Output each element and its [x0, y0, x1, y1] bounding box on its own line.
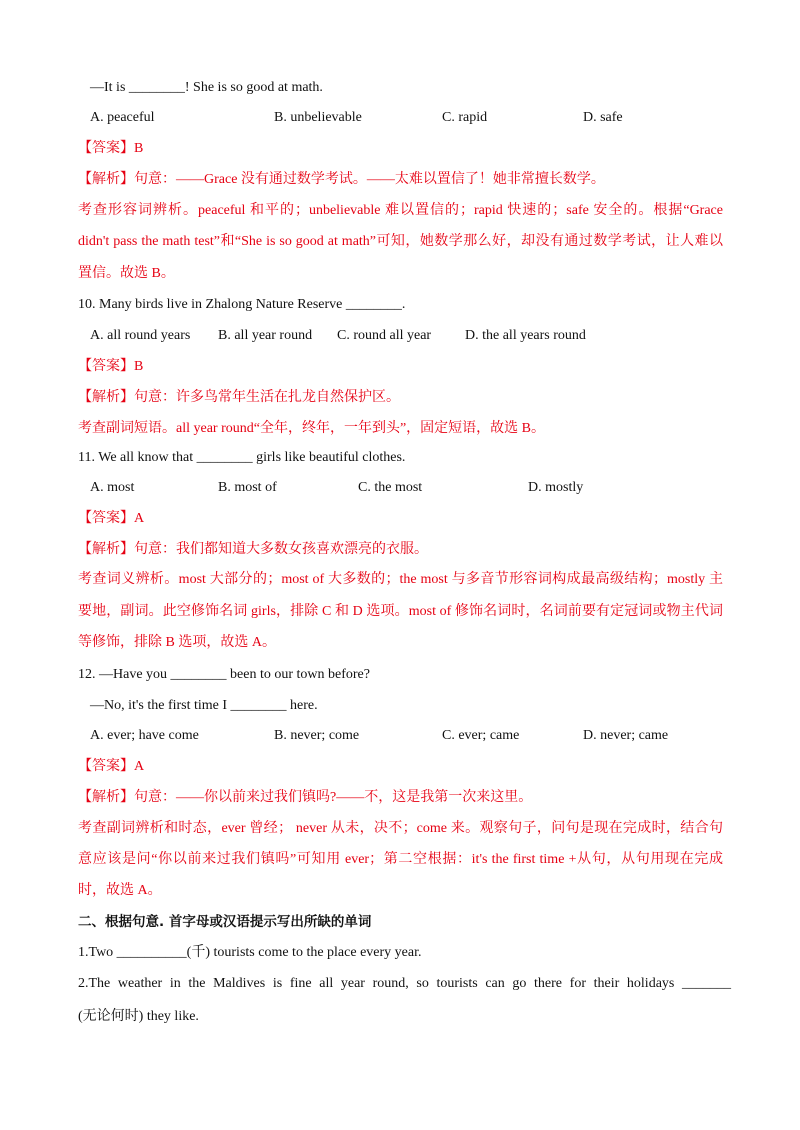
q12-analysis-3: 意应该是问“你以前来过我们镇吗”可知用 ever；第二空根据：it's the first time +从句，从句用现在完成 — [78, 852, 723, 867]
section2-item-2: 2.The weather in the Maldives is fine all year round, so tourists can go there for their holidays _______ — [78, 976, 731, 991]
q12-reply-line: —No, it's the first time I ________ here. — [90, 698, 318, 713]
q10-option-c: C. round all year — [337, 328, 432, 343]
q11-analysis-3: 要地，副词。此空修饰名词 girls，排除 C 和 D 选项。most of 修饰名词时，名词前要有定冠词或物主代词 — [78, 604, 723, 619]
q9-option-a: A. peaceful — [90, 110, 155, 125]
q11-option-c: C. the most — [358, 480, 423, 495]
q12-option-a: A. ever; have come — [90, 728, 199, 743]
q12-answer: 【答案】A — [78, 759, 145, 774]
q11-analysis-4: 等修饰，排除 B 选项，故选 A。 — [78, 635, 276, 650]
q9-analysis-4: 置信。故选 B。 — [78, 266, 175, 281]
section2-item-1: 1.Two __________(千) tourists come to the place every year. — [78, 945, 422, 960]
q9-option-c: C. rapid — [442, 110, 488, 125]
section2-item-2-continued: (无论何时) they like. — [78, 1009, 199, 1024]
q11-option-a: A. most — [90, 480, 135, 495]
q11-option-b: B. most of — [218, 480, 277, 495]
q11-stem: 11. We all know that ________ girls like beautiful clothes. — [78, 450, 406, 465]
q10-analysis-2: 考查副词短语。all year round“全年，终年，一年到头”，固定短语，故选 B。 — [78, 421, 546, 436]
q12-option-d: D. never; came — [583, 728, 669, 743]
q9-option-d: D. safe — [583, 110, 623, 125]
q11-analysis-1: 【解析】句意：我们都知道大多数女孩喜欢漂亮的衣服。 — [78, 542, 428, 557]
q9-analysis-2: 考查形容词辨析。peaceful 和平的；unbelievable 难以置信的；rapid 快速的；safe 安全的。根据“Grace — [78, 203, 723, 218]
q10-option-d: D. the all years round — [465, 328, 586, 343]
q10-analysis-1: 【解析】句意：许多鸟常年生活在扎龙自然保护区。 — [78, 390, 400, 405]
q11-answer: 【答案】A — [78, 511, 145, 526]
q12-option-b: B. never; come — [274, 728, 360, 743]
q10-answer: 【答案】B — [78, 359, 144, 374]
q9-analysis-1: 【解析】句意：——Grace 没有通过数学考试。——太难以置信了！她非常擅长数学。 — [78, 172, 605, 187]
q10-stem: 10. Many birds live in Zhalong Nature Reserve ________. — [78, 297, 406, 312]
q12-stem: 12. —Have you ________ been to our town before? — [78, 667, 370, 682]
q12-option-c: C. ever; came — [442, 728, 520, 743]
section-heading: 二、根据句意. 首字母或汉语提示写出所缺的单词 — [78, 914, 372, 930]
q9-reply-line: —It is ________! She is so good at math. — [90, 80, 323, 95]
q11-option-d: D. mostly — [528, 480, 584, 495]
q9-analysis-3: didn't pass the math test”和“She is so good at math”可知，她数学那么好，却没有通过数学考试，让人难以 — [78, 234, 723, 249]
q9-answer: 【答案】B — [78, 141, 144, 156]
q10-option-b: B. all year round — [218, 328, 313, 343]
q12-analysis-1: 【解析】句意：——你以前来过我们镇吗?——不，这是我第一次来这里。 — [78, 790, 533, 805]
q11-analysis-2: 考查词义辨析。most 大部分的；most of 大多数的；the most 与多音节形容词构成最高级结构；mostly 主 — [78, 572, 723, 587]
q10-option-a: A. all round years — [90, 328, 191, 343]
q9-option-b: B. unbelievable — [274, 110, 362, 125]
q12-analysis-2: 考查副词辨析和时态，ever 曾经； never 从未，决不；come 来。观察句子，问句是现在完成时，结合句 — [78, 821, 723, 836]
q12-analysis-4: 时，故选 A。 — [78, 883, 162, 898]
